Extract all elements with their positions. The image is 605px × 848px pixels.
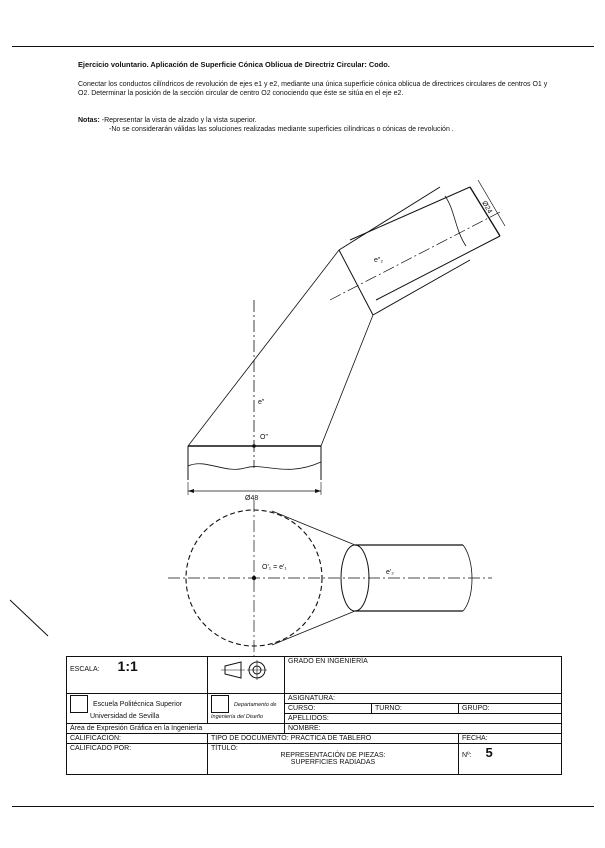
note-2: -No se considerarán válidas las soluciones realizadas mediante superficies cilíndricas o cónicas de revolución . [109, 125, 454, 133]
titulo-line-2: SUPERFICIES RADIADAS [290, 759, 376, 766]
nombre-cell: NOMBRE: [285, 724, 562, 734]
label-e2-elevation: e"₂ [374, 257, 384, 264]
numero-cell: Nº: 5 [459, 744, 562, 775]
titulo-cell: TÍTULO: REPRESENTACIÓN DE PIEZAS: SUPERFICIES RADIADAS [208, 744, 459, 775]
dim-48-label: Ø48 [245, 495, 259, 502]
notes-label: Notas: [78, 117, 100, 124]
exercise-paragraph: Conectar los conductos cilíndricos de revolución de ejes e1 y e2, mediante una única superficie cónica oblicua de directrices circulares de centros O1 y O2. Determinar la posición de la sección circular de centro O2 conociendo que éste se sitúa en el eje e2. [78, 81, 548, 97]
university-logo-icon [70, 695, 88, 713]
break-line [188, 462, 321, 469]
area-cell: Área de Expresión Gráfica en la Ingeniería [67, 724, 285, 734]
label-e1-elevation: e" [258, 399, 265, 406]
apellidos-cell: APELLIDOS: [285, 714, 562, 724]
label-o1-elevation: O" [260, 434, 268, 441]
title-block [66, 656, 562, 775]
axis-e2-elevation [330, 212, 500, 300]
dim-24-label: Ø24 [480, 200, 493, 215]
projection-symbol [208, 657, 285, 694]
curso-cell: CURSO: [285, 704, 372, 714]
scale-cell: ESCALA: 1:1 [67, 657, 208, 694]
school-cell: Escuela Politécnica Superior Universidad de Sevilla [67, 694, 208, 724]
cone-generatrix-left [188, 250, 339, 446]
plan-tangent-bottom [272, 611, 355, 645]
elevation-view [188, 180, 505, 495]
dept-cell: Departamento de Ingeniería del Diseño [208, 694, 285, 724]
titulo-line-1: REPRESENTACIÓN DE PIEZAS: [280, 752, 386, 759]
label-e2-plan: e'₂ [386, 569, 394, 576]
label-o1-plan: O'₁ = e'₁ [262, 564, 287, 571]
calificacion-cell: CALIFICACIÓN: [67, 734, 208, 744]
grupo-cell: GRUPO: [459, 704, 562, 714]
first-angle-icon [221, 658, 271, 682]
tipo-doc-cell: TIPO DE DOCUMENTO: PRÁCTICA DE TABLERO [208, 734, 459, 744]
section-o2-line [339, 250, 373, 315]
cone-generatrix-right [321, 315, 373, 446]
asignatura-cell: ASIGNATURA: [285, 694, 562, 704]
grado-cell: GRADO EN INGENIERÍA [285, 657, 562, 694]
note-1: -Representar la vista de alzado y la vista superior. [101, 117, 257, 124]
plan-view [168, 500, 492, 658]
scale-value: 1:1 [117, 658, 138, 674]
numero-value: 5 [485, 745, 493, 760]
exercise-title: Ejercicio voluntario. Aplicación de Superficie Cónica Oblicua de Directriz Circular: Codo. [78, 60, 390, 69]
fecha-cell: FECHA: [459, 734, 562, 744]
plan-tangent-top [272, 511, 355, 545]
point-o1-elevation [252, 444, 256, 448]
point-o1-plan [252, 576, 256, 580]
corner-mark [10, 600, 48, 636]
turno-cell: TURNO: [372, 704, 459, 714]
calificado-por-cell: CALIFICADO POR: [67, 744, 208, 775]
cylinder-e2-bottom [376, 236, 500, 300]
cylinder-e2-top [350, 187, 470, 240]
department-logo-icon [211, 695, 229, 713]
